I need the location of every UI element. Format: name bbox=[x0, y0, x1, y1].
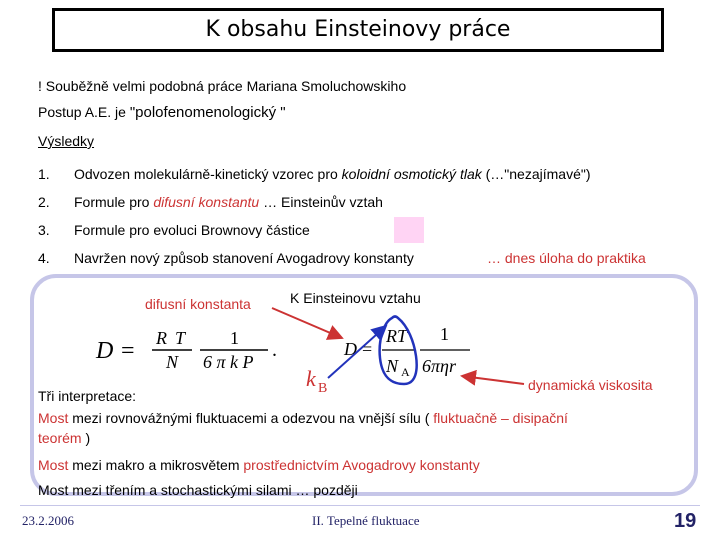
item-num-1: 1. bbox=[38, 166, 50, 182]
three-interpretations: Tři interpretace: bbox=[38, 388, 137, 404]
fl-N: N bbox=[166, 352, 179, 372]
item-text-4: Navržen nový způsob stanovení Avogadrovy konstanty bbox=[74, 250, 414, 266]
diffusion-arrow bbox=[272, 308, 342, 338]
fr-A: A bbox=[401, 365, 410, 379]
interpretation-1 bbox=[38, 410, 568, 426]
fr-den: 6πηr bbox=[422, 356, 456, 376]
interpretation-2 bbox=[38, 457, 480, 473]
results-heading: Výsledky bbox=[38, 133, 95, 149]
fl-eq: = bbox=[121, 338, 135, 364]
interp-3-lead: Most bbox=[38, 482, 69, 498]
footer-divider bbox=[20, 505, 700, 506]
fr-RT: RT bbox=[386, 326, 408, 346]
item-1-italic: koloidní osmotický tlak bbox=[341, 166, 482, 182]
title-text: K obsahu Einsteinovy práce bbox=[205, 17, 511, 42]
item-num-4: 4. bbox=[38, 250, 50, 266]
diffusion-constant-label: difusní konstanta bbox=[145, 296, 251, 312]
postup-prefix: Postup A.E. je bbox=[38, 104, 130, 120]
fr-one: 1 bbox=[440, 324, 449, 344]
einstein-relation-label: K Einsteinovu vztahu bbox=[290, 290, 421, 306]
interp-3-text: mezi třením a stochastickými silami … později bbox=[68, 482, 358, 498]
kb-arrow bbox=[328, 326, 386, 378]
viscosity-label: dynamická viskosita bbox=[528, 377, 653, 393]
item-2-b: … Einsteinův vztah bbox=[259, 194, 383, 210]
fr-eq: = bbox=[362, 339, 373, 359]
interp-1-tail: ) bbox=[81, 430, 91, 446]
page-number: 19 bbox=[674, 510, 697, 532]
item-num-2: 2. bbox=[38, 194, 50, 210]
fl-den: 6 π k P bbox=[203, 352, 254, 372]
item-2-italic: difusní konstantu bbox=[153, 194, 260, 210]
item-2-a: Formule pro bbox=[74, 194, 154, 210]
fl-D: D bbox=[96, 338, 114, 364]
interp-1-text: mezi rovnovážnými fluktuacemi a odezvou na vnější sílu ( bbox=[68, 410, 434, 426]
fl-T: T bbox=[175, 328, 186, 348]
item-text-3: Formule pro evoluci Brownovy částice bbox=[74, 222, 310, 238]
item-1-a: Odvozen molekulárně-kinetický vzorec pro bbox=[74, 166, 342, 182]
viscosity-arrow bbox=[462, 376, 524, 384]
kb-subscript: B bbox=[318, 381, 328, 396]
interpretation-1-line2 bbox=[38, 430, 90, 446]
interp-2-lead: Most bbox=[38, 457, 69, 473]
interp-2-red: prostřednictvím Avogadrovy konstanty bbox=[243, 457, 480, 473]
item-4-extra: … dnes úloha do praktika bbox=[487, 250, 646, 266]
fl-dot: . bbox=[272, 339, 277, 361]
fr-D: D bbox=[344, 339, 357, 359]
fl-one: 1 bbox=[230, 328, 239, 348]
smoluchowski-note: ! Souběžně velmi podobná práce Mariana Smoluchowskiho bbox=[38, 78, 407, 94]
fr-N: N bbox=[386, 356, 399, 376]
fl-R: R bbox=[156, 328, 167, 348]
interpretation-3 bbox=[38, 482, 358, 498]
postup-quote: "polofenomenologický " bbox=[129, 104, 286, 121]
interp-1-lead: Most bbox=[38, 410, 69, 426]
footer-title: II. Tepelné fluktuace bbox=[312, 513, 420, 528]
footer-date: 23.2.2006 bbox=[22, 513, 74, 528]
kb-symbol: k bbox=[306, 366, 316, 391]
interp-1-red: fluktuačně – disipační bbox=[433, 410, 568, 426]
interp-1-line2: teorém bbox=[38, 430, 82, 446]
item-1-b: (…"nezajímavé") bbox=[481, 166, 591, 182]
item-num-3: 3. bbox=[38, 222, 50, 238]
interp-2-text: mezi makro a mikrosvětem bbox=[68, 457, 244, 473]
